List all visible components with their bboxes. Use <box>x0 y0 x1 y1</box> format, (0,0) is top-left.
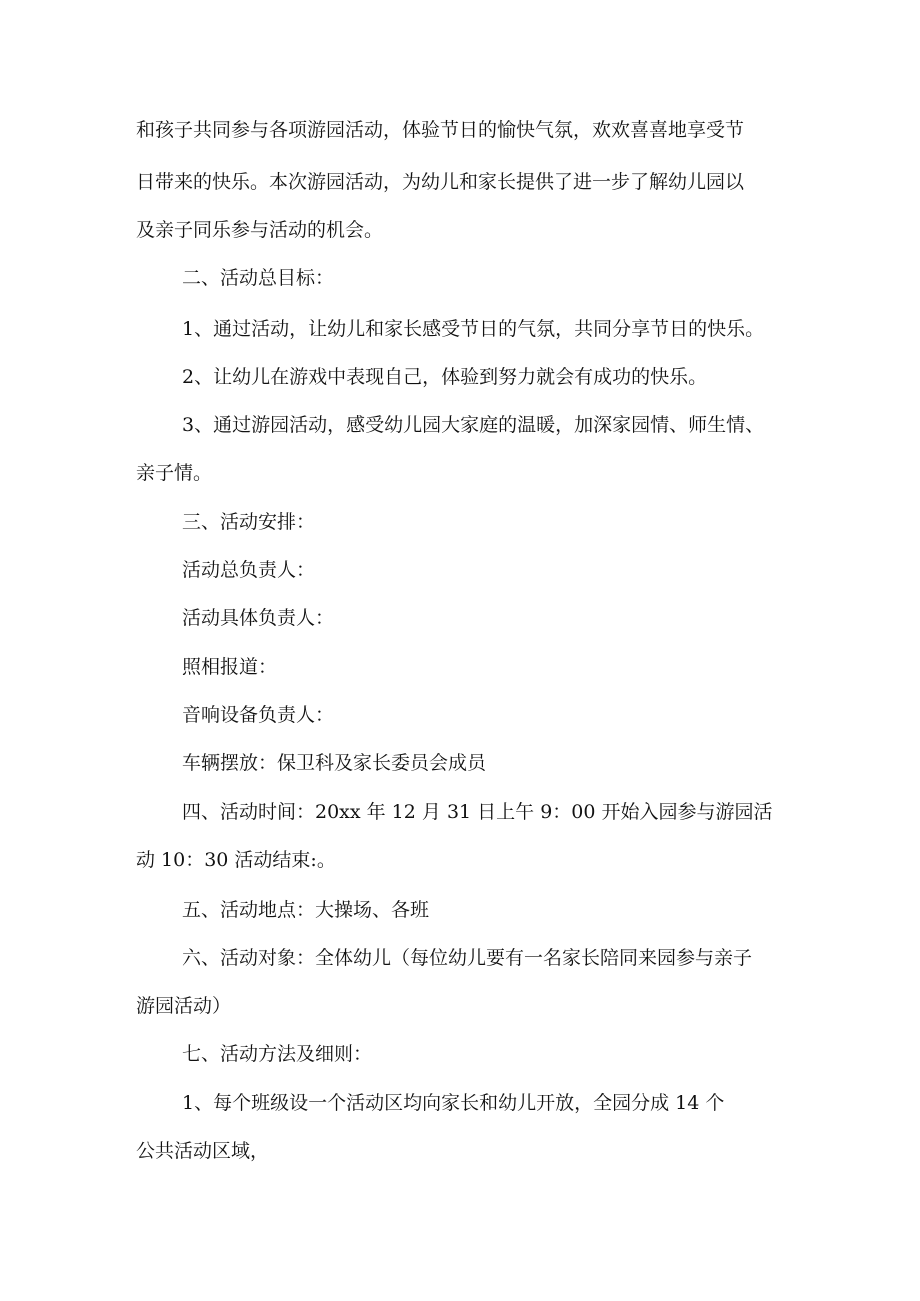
goal-item-1: 1、通过活动，让幼儿和家长感受节日的气氛，共同分享节日的快乐。 <box>182 318 765 340</box>
section-heading-location: 五、活动地点：大操场、各班 <box>182 899 430 921</box>
arrangement-specific: 活动具体负责人： <box>182 607 335 629</box>
arrangement-chief: 活动总负责人： <box>182 559 316 581</box>
goal-item-3: 3、通过游园活动，感受幼儿园大家庭的温暖，加深家园情、师生情、 <box>182 414 765 436</box>
arrangement-vehicles: 车辆摆放：保卫科及家长委员会成员 <box>182 752 487 774</box>
goal-item-3-continued: 亲子情。 <box>136 462 213 484</box>
paragraph-line: 和孩子共同参与各项游园活动，体验节日的愉快气氛，欢欢喜喜地享受节 <box>136 119 745 141</box>
arrangement-photo: 照相报道： <box>182 656 278 678</box>
section-heading-arrangement: 三、活动安排： <box>182 511 316 533</box>
time-continued: 动 10：30 活动结束:。 <box>136 849 336 871</box>
section-heading-goals: 二、活动总目标： <box>182 267 335 289</box>
method-item-1: 1、每个班级设一个活动区均向家长和幼儿开放，全园分成 14 个 <box>182 1092 725 1114</box>
arrangement-audio: 音响设备负责人： <box>182 704 335 726</box>
section-heading-time: 四、活动时间：20xx 年 12 月 31 日上午 9：00 开始入园参与游园活 <box>182 801 773 823</box>
participants-continued: 游园活动） <box>136 995 232 1017</box>
goal-item-2: 2、让幼儿在游戏中表现自己，体验到努力就会有成功的快乐。 <box>182 366 708 388</box>
method-item-1-continued: 公共活动区域， <box>136 1140 270 1162</box>
paragraph-line: 日带来的快乐。本次游园活动，为幼儿和家长提供了进一步了解幼儿园以 <box>136 171 745 193</box>
paragraph-line: 及亲子同乐参与活动的机会。 <box>136 219 384 241</box>
section-heading-participants: 六、活动对象：全体幼儿（每位幼儿要有一名家长陪同来园参与亲子 <box>182 947 753 969</box>
section-heading-methods: 七、活动方法及细则： <box>182 1043 373 1065</box>
